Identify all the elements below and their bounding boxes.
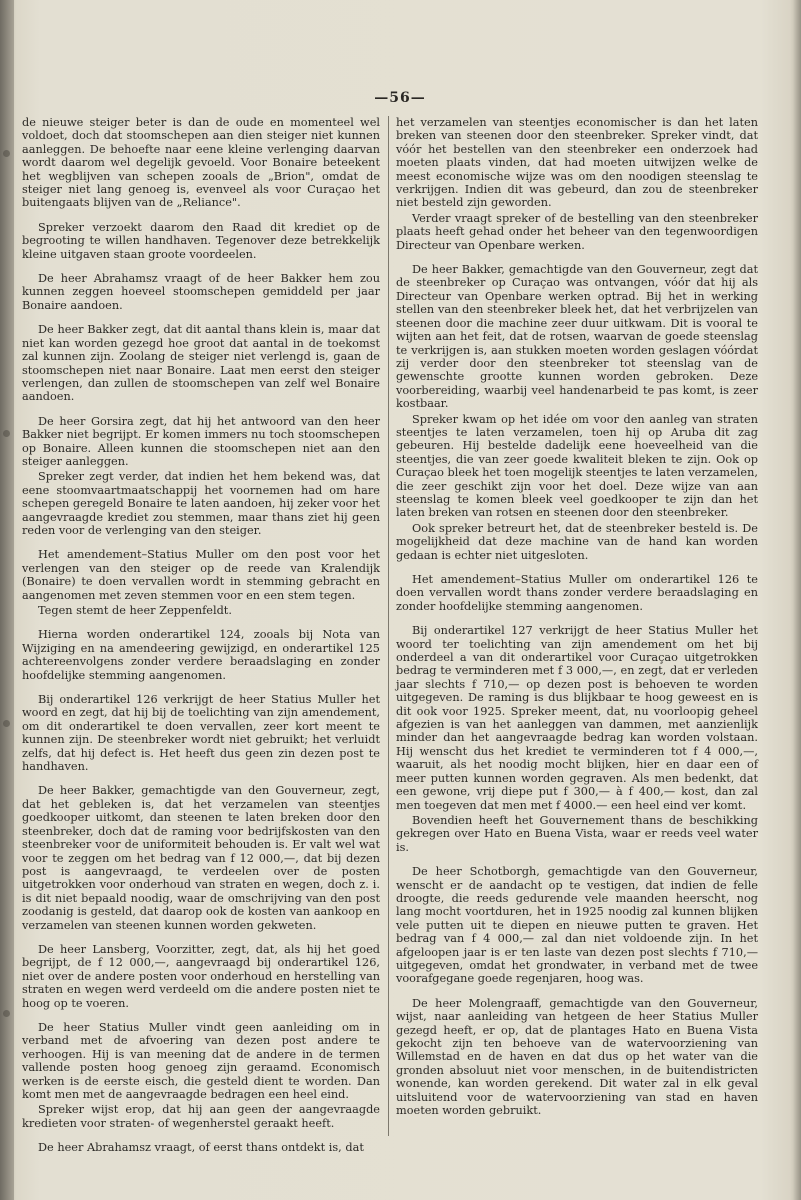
paragraph: Het amendement–Statius Muller om onderartikel 126 te doen vervallen wordt thans zonder verdere beraadslaging en zonder hoofdelijke stemming aangenomen. — [396, 573, 758, 613]
paragraph: Spreker kwam op het idée om voor den aanleg van straten steentjes te laten verzamelen, toen hij op Aruba dit zag gebeuren. Hij bestelde dadelijk eene hoeveelheid van die steentjes, die van zeer goede kwaliteit bleken te zijn. Ook op Curaçao bleek het toen mogelijk steentjes te laten verzamelen, die zeer geschikt zijn voor het doel. Deze wijze van aan steenslag te komen bleek veel goedkooper te zijn dan het laten breken van rotsen en steenen door den steenbreker. — [396, 412, 758, 520]
right-column — [396, 116, 758, 1128]
paragraph: het verzamelen van steentjes economischer is dan het laten breken van steenen door den steenbreker. Spreker vindt, dat vóór het bestellen van den steenbreker een onderzoek had moeten plaats vinden, dat had moeten uitwijzen welke de meest economische wijze was om den noodigen steenslag te verkrijgen. Indien dit was gebeurd, dan zou de steenbreker niet besteld zijn geworden. — [396, 116, 758, 210]
paragraph: Spreker zegt verder, dat indien het hem bekend was, dat eene stoomvaartmaatschappij het voornemen had om hare schepen geregeld Bonaire te laten aandoen, hij zeker voor het aangevraagde krediet zou stemmen, maar thans ziet hij geen reden voor de verlenging van den steiger. — [22, 470, 380, 537]
paragraph: Spreker verzoekt daarom den Raad dit krediet op de begrooting te willen handhaven. Tegenover deze betrekkelijk kleine uitgaven staan groote voordeelen. — [22, 220, 380, 261]
paragraph: De heer Bakker zegt, dat dit aantal thans klein is, maar dat niet kan worden gezegd hoe groot dat aantal in de toekomst zal kunnen zijn. Zoolang de steiger niet verlengd is, gaan de stoomschepen niet naar Bonaire. Laat men eerst den steiger verlengen, dan zullen de stoomschepen van zelf wel Bonaire aandoen. — [22, 323, 380, 404]
page-edge-shadow — [793, 0, 801, 1200]
paragraph: Verder vraagt spreker of de bestelling van den steenbreker plaats heeft gehad onder het beheer van den tegenwoordigen Directeur van Openbare werken. — [396, 211, 758, 252]
paragraph: De heer Abrahamsz vraagt, of eerst thans ontdekt is, dat — [38, 1141, 364, 1155]
paragraph: de nieuwe steiger beter is dan de oude en momenteel wel voldoet, doch dat stoomschepen aan dien steiger niet kunnen aanleggen. De behoefte naar eene kleine verlenging daarvan wordt daarom wel degelijk gevoeld. Voor Bonaire beteekent het wegblijven van schepen zooals de „Brion", omdat de steiger niet lang genoeg is, evenveel als voor Curaçao het buitengaats blijven van de „Reliance". — [22, 116, 380, 210]
column-divider — [388, 116, 389, 1136]
paragraph: Bij onderartikel 127 verkrijgt de heer Statius Muller het woord ter toelichting van zijn amendement om het bij onderdeel a van dit onderartikel voor Curaçao uitgetrokken bedrag te verminderen met f 3 000,—, en zegt, dat er verleden jaar slechts f 710,— op dezen post is behoeven te worden uitgegeven. De raming is dus blijkbaar te hoog geweest en is dit ook voor 1925. Spreker meent, dat, nu voorloopig geheel afgezien is van het aanleggen van dammen, met aanzienlijk minder dan het aangevraagde bedrag kan worden volstaan. Hij wenscht dus het krediet te verminderen tot f 4 000,—, waaruit, als het noodig mocht blijken, hier en daar een of meer putten kunnen worden gegraven. Als men bedenkt, dat een gewone, vrij diepe put f 300,— à f 400,— kost, dan zal men toegeven dat men met f 4000.— een heel eind ver komt. — [396, 624, 758, 812]
paragraph: De heer Gorsira zegt, dat hij het antwoord van den heer Bakker niet begrijpt. Er komen immers nu toch stoomschepen op Bonaire. Alleen kunnen die stoomschepen niet aan den steiger aanleggen. — [22, 414, 380, 468]
paragraph: Tegen stemt de heer Zeppenfeldt. — [38, 604, 232, 617]
paragraph: Hierna worden onderartikel 124, zooals bij Nota van Wijziging en na amendeering gewijzigd, en onderartikel 125 achtereenvolgens zonder verdere beraadslaging en zonder hoofdelijke stemming aangenomen. — [22, 628, 380, 682]
paragraph: De heer Bakker, gemachtigde van den Gouverneur, zegt dat de steenbreker op Curaçao was ontvangen, vóór dat hij als Directeur van Openbare werken optrad. Bij het in werking stellen van den steenbreker bleek het, dat het verbrijzelen van steenen door die machine zeer duur uitkwam. Dit is vooral te wijten aan het feit, dat de rotsen, waarvan de goede steenslag te verkrijgen is, aan stukken moeten worden geslagen vóórdat zij verder door den steenbreker tot steenslag van de gewenschte grootte kunnen worden gebroken. Deze voorbereiding, waarbij veel handenarbeid te pas komt, is zeer kostbaar. — [396, 263, 758, 411]
paragraph: De heer Statius Muller vindt geen aanleiding om in verband met de afvoering van dezen post andere te verhoogen. Hij is van meening dat de andere in de termen vallende posten hoog genoeg zijn geraamd. Economisch werken is de eerste eisch, die gesteld dient te worden. Dan komt men met de aangevraagde bedragen een heel eind. — [22, 1020, 380, 1101]
paragraph: Bovendien heeft het Gouvernement thans de beschikking gekregen over Hato en Buena Vista, waar er reeds veel water is. — [396, 813, 758, 854]
paragraph: De heer Lansberg, Voorzitter, zegt, dat, als hij het goed begrijpt, de f 12 000,—, aangevraagd bij onderartikel 126, niet over de andere posten voor onderhoud en herstelling van straten en wegen werd verdeeld om die andere posten niet te hoog op te voeren. — [22, 942, 380, 1010]
binding-hole — [3, 1010, 10, 1017]
paragraph: Spreker wijst erop, dat hij aan geen der aangevraagde kredieten voor straten- of wegenherstel geraakt heeft. — [22, 1103, 380, 1130]
paragraph: Bij onderartikel 126 verkrijgt de heer Statius Muller het woord en zegt, dat hij bij de toelichting van zijn amendement, om dit onderartikel te doen vervallen, zeer kort meent te kunnen zijn. De steenbreker wordt niet gebruikt; het verluidt zelfs, dat hij defect is. Het heeft dus geen zin dezen post te handhaven. — [22, 693, 380, 774]
paragraph: De heer Bakker, gemachtigde van den Gouverneur, zegt, dat het gebleken is, dat het verzamelen van steentjes goedkooper uitkomt, dan steenen te laten breken door den steenbreker, doch dat de raming voor bedrijfskosten van den steenbreker voor de uniformiteit behouden is. Er valt wel wat voor te zeggen om het bedrag van f 12 000,—, dat bij dezen post is aangevraagd, te verdeelen over de posten uitgetrokken voor onderhoud van straten en wegen, doch z. i. is dit niet bepaald noodig, waar de omschrijving van den post zoodanig is gesteld, dat daarop ook de kosten van aankoop en verzamelen van steenen kunnen worden gekweten. — [22, 784, 380, 932]
binding-edge — [0, 0, 14, 1200]
binding-hole — [3, 430, 10, 437]
page-number: —56— — [374, 90, 426, 106]
binding-hole — [3, 720, 10, 727]
paragraph: De heer Abrahamsz vraagt of de heer Bakker hem zou kunnen zeggen hoeveel stoomschepen gemiddeld per jaar Bonaire aandoen. — [22, 272, 380, 312]
paragraph: De heer Schotborgh, gemachtigde van den Gouverneur, wenscht er de aandacht op te vestigen, dat indien de felle droogte, die reeds gedurende vele maanden heerscht, nog lang mocht voortduren, het in 1925 noodig zal kunnen blijken vele putten uit te diepen en nieuwe putten te graven. Het bedrag van f 4 000,— zal dan niet voldoende zijn. In het afgeloopen jaar is er ten laste van dezen post slechts f 710,— uitgegeven, omdat het grondwater, in verband met de twee voorafgegane goede regenjaren, hoog was. — [396, 865, 758, 986]
left-column — [22, 116, 380, 1166]
paragraph: Ook spreker betreurt het, dat de steenbreker besteld is. De mogelijkheid dat deze machine van de hand kan worden gedaan is echter niet uitgesloten. — [396, 521, 758, 562]
paragraph: Het amendement–Statius Muller om den post voor het verlengen van den steiger op de reede van Kralendijk (Bonaire) te doen vervallen wordt in stemming gebracht en aangenomen met zeven stemmen voor en een stem tegen. — [22, 548, 380, 602]
paragraph: De heer Molengraaff, gemachtigde van den Gouverneur, wijst, naar aanleiding van hetgeen de heer Statius Muller gezegd heeft, er op, dat de plantages Hato en Buena Vista gekocht zijn ten behoeve van de watervoorziening van Willemstad en de haven en dat dus op het water van die gronden absoluut niet voor menschen, in de buitendistricten wonende, kan worden gerekend. Dit water zal in elk geval uitsluitend voor de watervoorziening van stad en haven moeten worden gebruikt. — [396, 996, 758, 1118]
binding-hole — [3, 150, 10, 157]
